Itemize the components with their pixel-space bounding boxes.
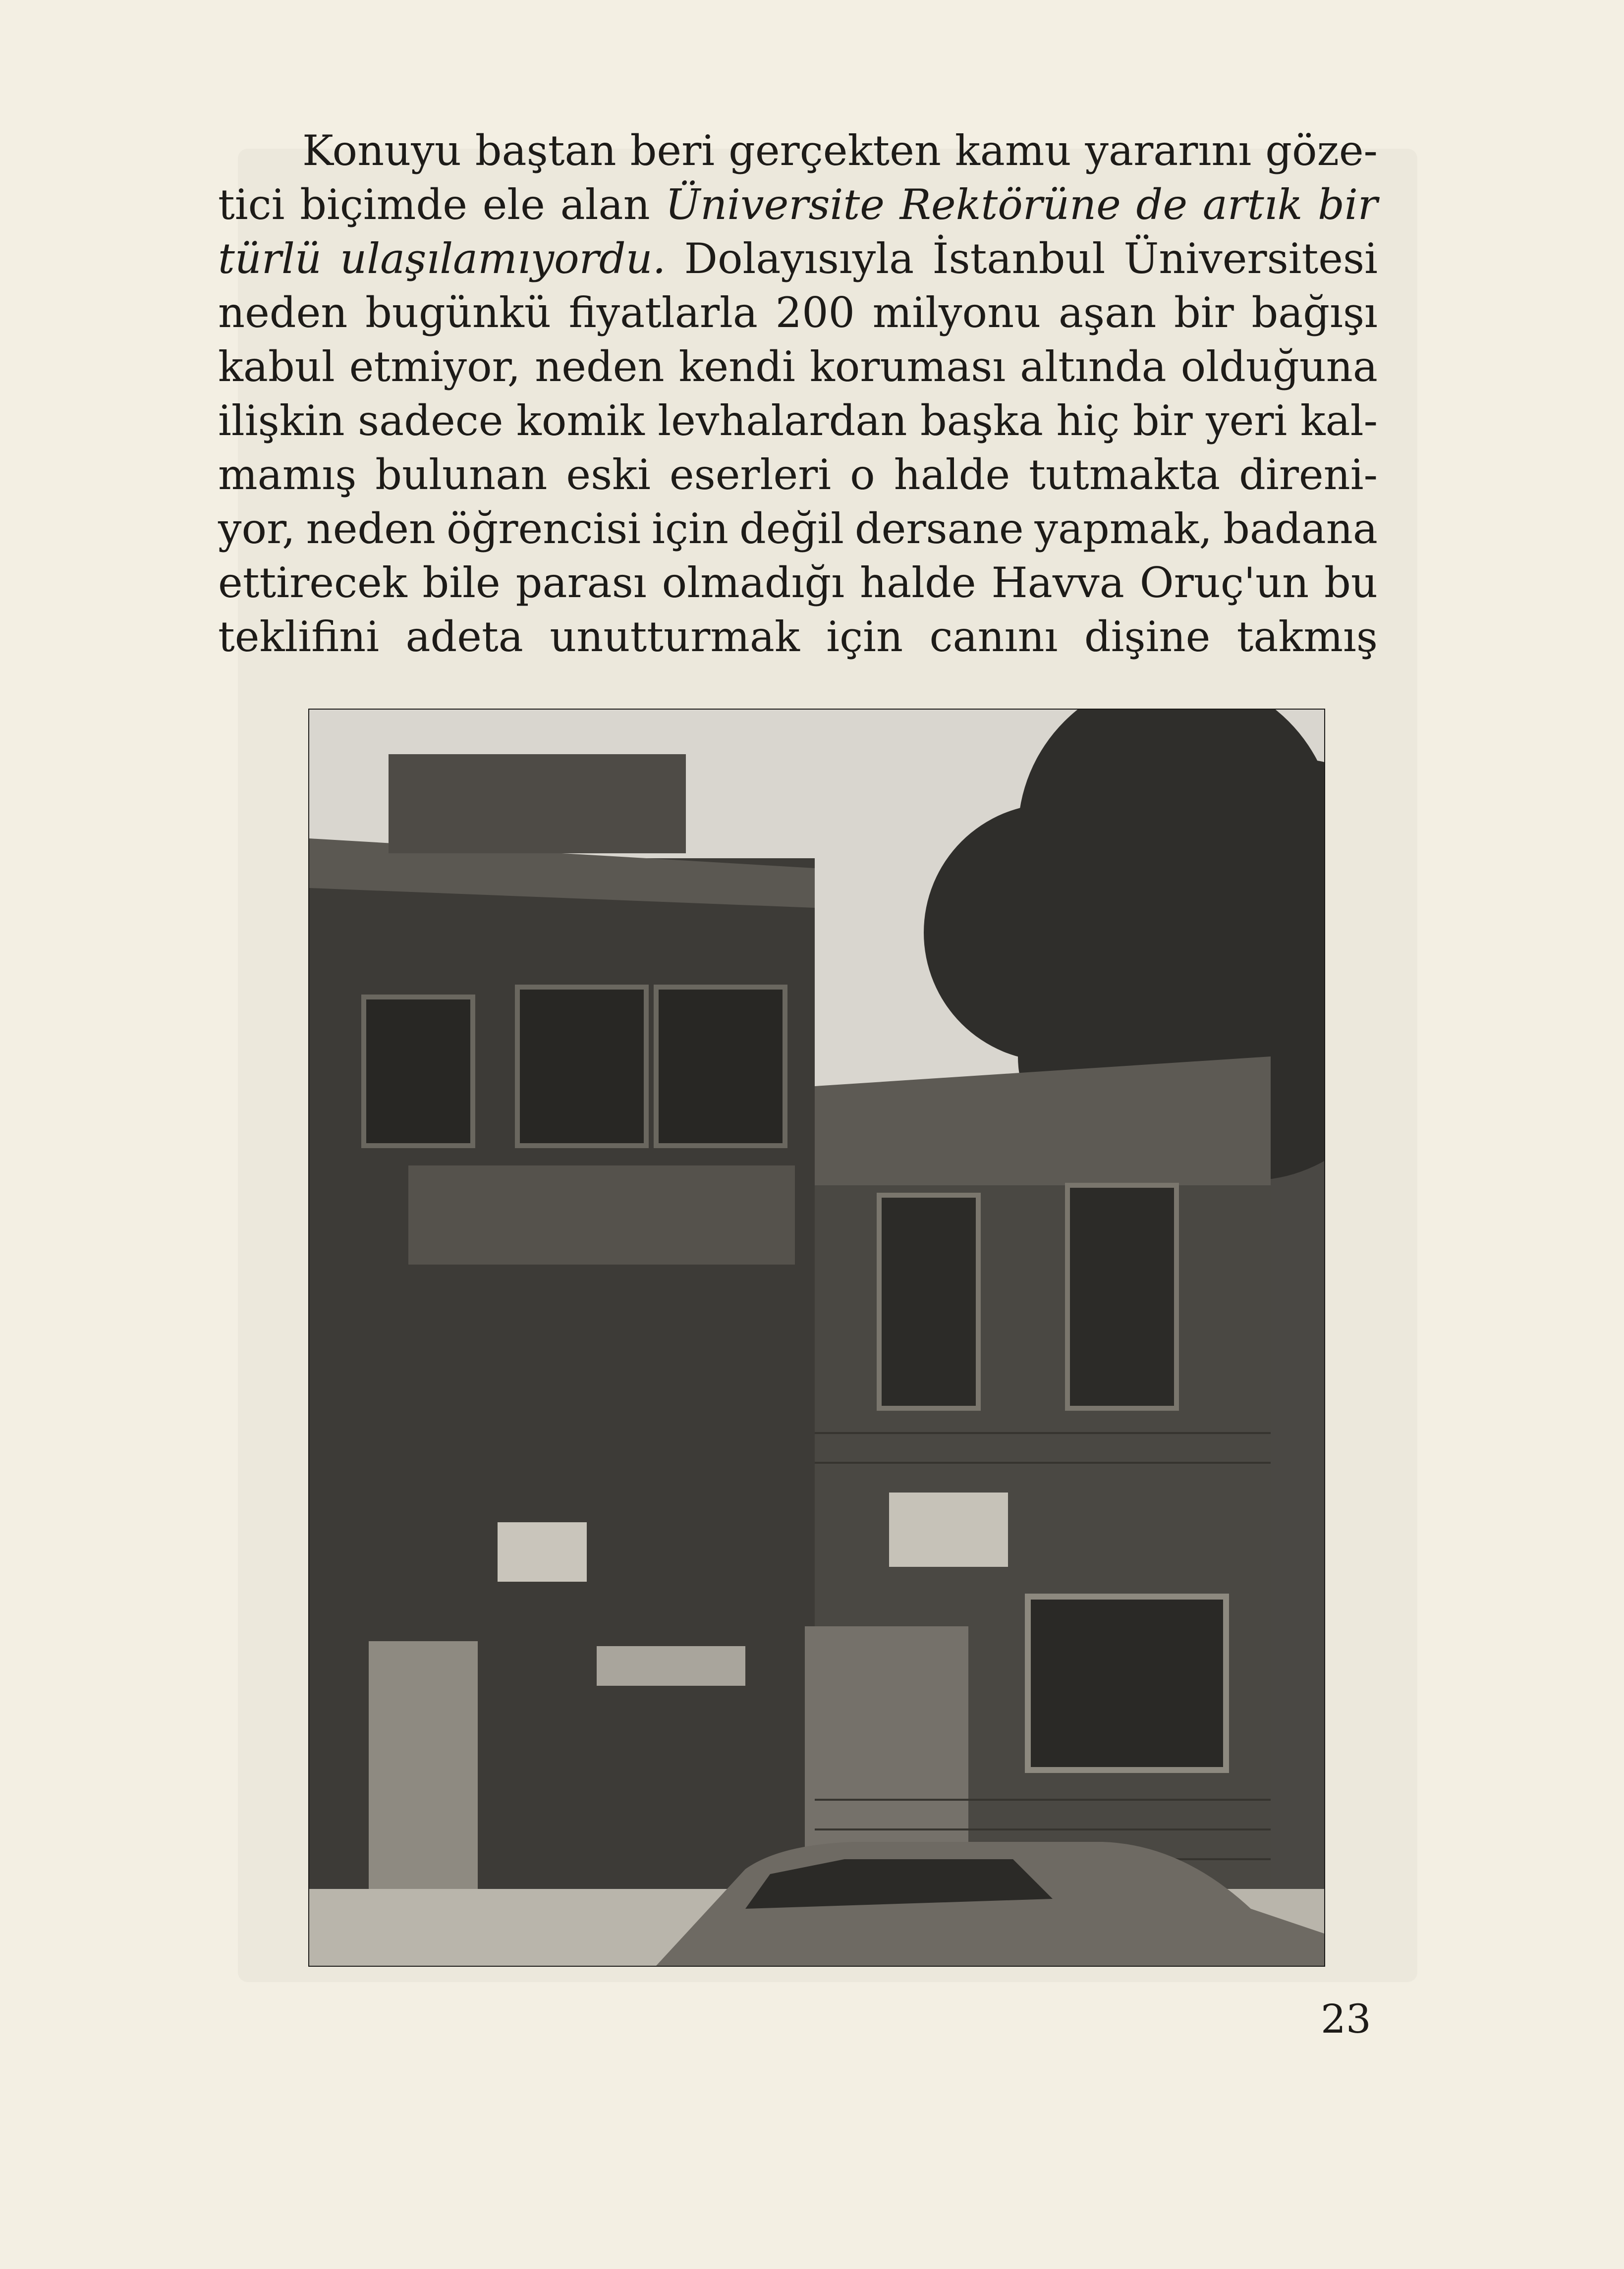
text-word: İstanbul — [932, 234, 1106, 283]
text-word: Konuyu — [302, 126, 461, 175]
text-line — [218, 502, 1378, 556]
text-word: kal- — [1300, 396, 1378, 445]
text-word: de — [1136, 180, 1188, 229]
text-line — [218, 448, 1378, 502]
text-word: 200 — [775, 288, 855, 337]
text-word: neden — [535, 342, 665, 391]
text-word: koruması — [809, 342, 1006, 391]
text-word: o — [850, 450, 875, 499]
text-word: beri — [630, 126, 715, 175]
text-word: baştan — [475, 126, 616, 175]
text-word: ele — [482, 180, 545, 229]
text-word: yor, — [218, 504, 295, 553]
text-word: neden — [218, 288, 348, 337]
text-word: artık — [1202, 180, 1303, 229]
text-word: Üniversite — [665, 180, 885, 229]
text-word: halde — [860, 558, 976, 607]
text-word: bu — [1324, 558, 1378, 607]
text-word: dersane — [854, 504, 1024, 553]
text-word: kamu — [954, 126, 1071, 175]
text-word: Dolayısıyla — [684, 234, 914, 283]
text-word: bağışı — [1251, 288, 1378, 337]
text-word: teklifini — [218, 612, 380, 661]
text-word: Oruç'un — [1139, 558, 1309, 607]
text-word: sadece — [358, 396, 504, 445]
text-word: için — [652, 504, 728, 553]
text-word: milyonu — [872, 288, 1041, 337]
text-word: olmadığı — [662, 558, 845, 607]
text-word: göze- — [1265, 126, 1378, 175]
text-line — [218, 556, 1378, 610]
text-word: olduğuna — [1180, 342, 1378, 391]
text-word: komik — [516, 396, 645, 445]
text-word: halde — [894, 450, 1010, 499]
text-word: parası — [515, 558, 647, 607]
text-word: fiyatlarla — [568, 288, 758, 337]
text-word: adeta — [405, 612, 523, 661]
text-word: kabul — [218, 342, 335, 391]
text-word: ulaşılamıyordu. — [340, 234, 666, 283]
text-word: Havva — [991, 558, 1124, 607]
text-word: bir — [1174, 288, 1234, 337]
text-word: başka — [920, 396, 1043, 445]
text-word: tutmakta — [1029, 450, 1221, 499]
text-word: unutturmak — [550, 612, 800, 661]
text-word: bir — [1132, 396, 1193, 445]
text-word: bulunan — [375, 450, 548, 499]
text-line — [218, 124, 1378, 178]
text-word: Rektörüne — [899, 180, 1121, 229]
text-line — [218, 340, 1378, 394]
text-word: hiç — [1056, 396, 1120, 445]
text-line — [218, 178, 1378, 232]
body-text — [218, 124, 1378, 664]
text-word: tici — [218, 180, 285, 229]
text-line — [218, 232, 1378, 286]
text-word: eserleri — [669, 450, 832, 499]
text-word: yeri — [1206, 396, 1288, 445]
text-word: ilişkin — [218, 396, 345, 445]
text-word: bir — [1318, 180, 1378, 229]
text-word: alan — [560, 180, 650, 229]
text-word: için — [826, 612, 903, 661]
text-word: neden — [306, 504, 436, 553]
text-word: değil — [739, 504, 844, 553]
page-number: 23 — [1321, 1996, 1371, 2042]
text-word: bugünkü — [365, 288, 551, 337]
text-line — [218, 286, 1378, 340]
text-word: levhalardan — [658, 396, 907, 445]
left-house — [309, 754, 815, 1966]
text-word: ettirecek — [218, 558, 407, 607]
text-word: altında — [1020, 342, 1167, 391]
text-word: öğrencisi — [446, 504, 641, 553]
photograph-old-wooden-houses — [308, 709, 1325, 1967]
text-word: yapmak, — [1034, 504, 1213, 553]
text-word: kendi — [678, 342, 795, 391]
text-line — [218, 394, 1378, 448]
text-word: türlü — [218, 234, 322, 283]
text-word: takmış — [1236, 612, 1378, 661]
text-word: etmiyor, — [349, 342, 521, 391]
text-word: eski — [566, 450, 651, 499]
text-word: Üniversitesi — [1123, 234, 1378, 283]
text-word: biçimde — [300, 180, 467, 229]
text-word: gerçekten — [728, 126, 941, 175]
text-word: badana — [1223, 504, 1378, 553]
text-line — [218, 610, 1378, 664]
text-word: dişine — [1084, 612, 1211, 661]
text-word: mamış — [218, 450, 357, 499]
text-word: direni- — [1239, 450, 1378, 499]
text-word: aşan — [1058, 288, 1157, 337]
text-word: bile — [422, 558, 501, 607]
text-word: yararını — [1085, 126, 1252, 175]
text-word: canını — [929, 612, 1058, 661]
